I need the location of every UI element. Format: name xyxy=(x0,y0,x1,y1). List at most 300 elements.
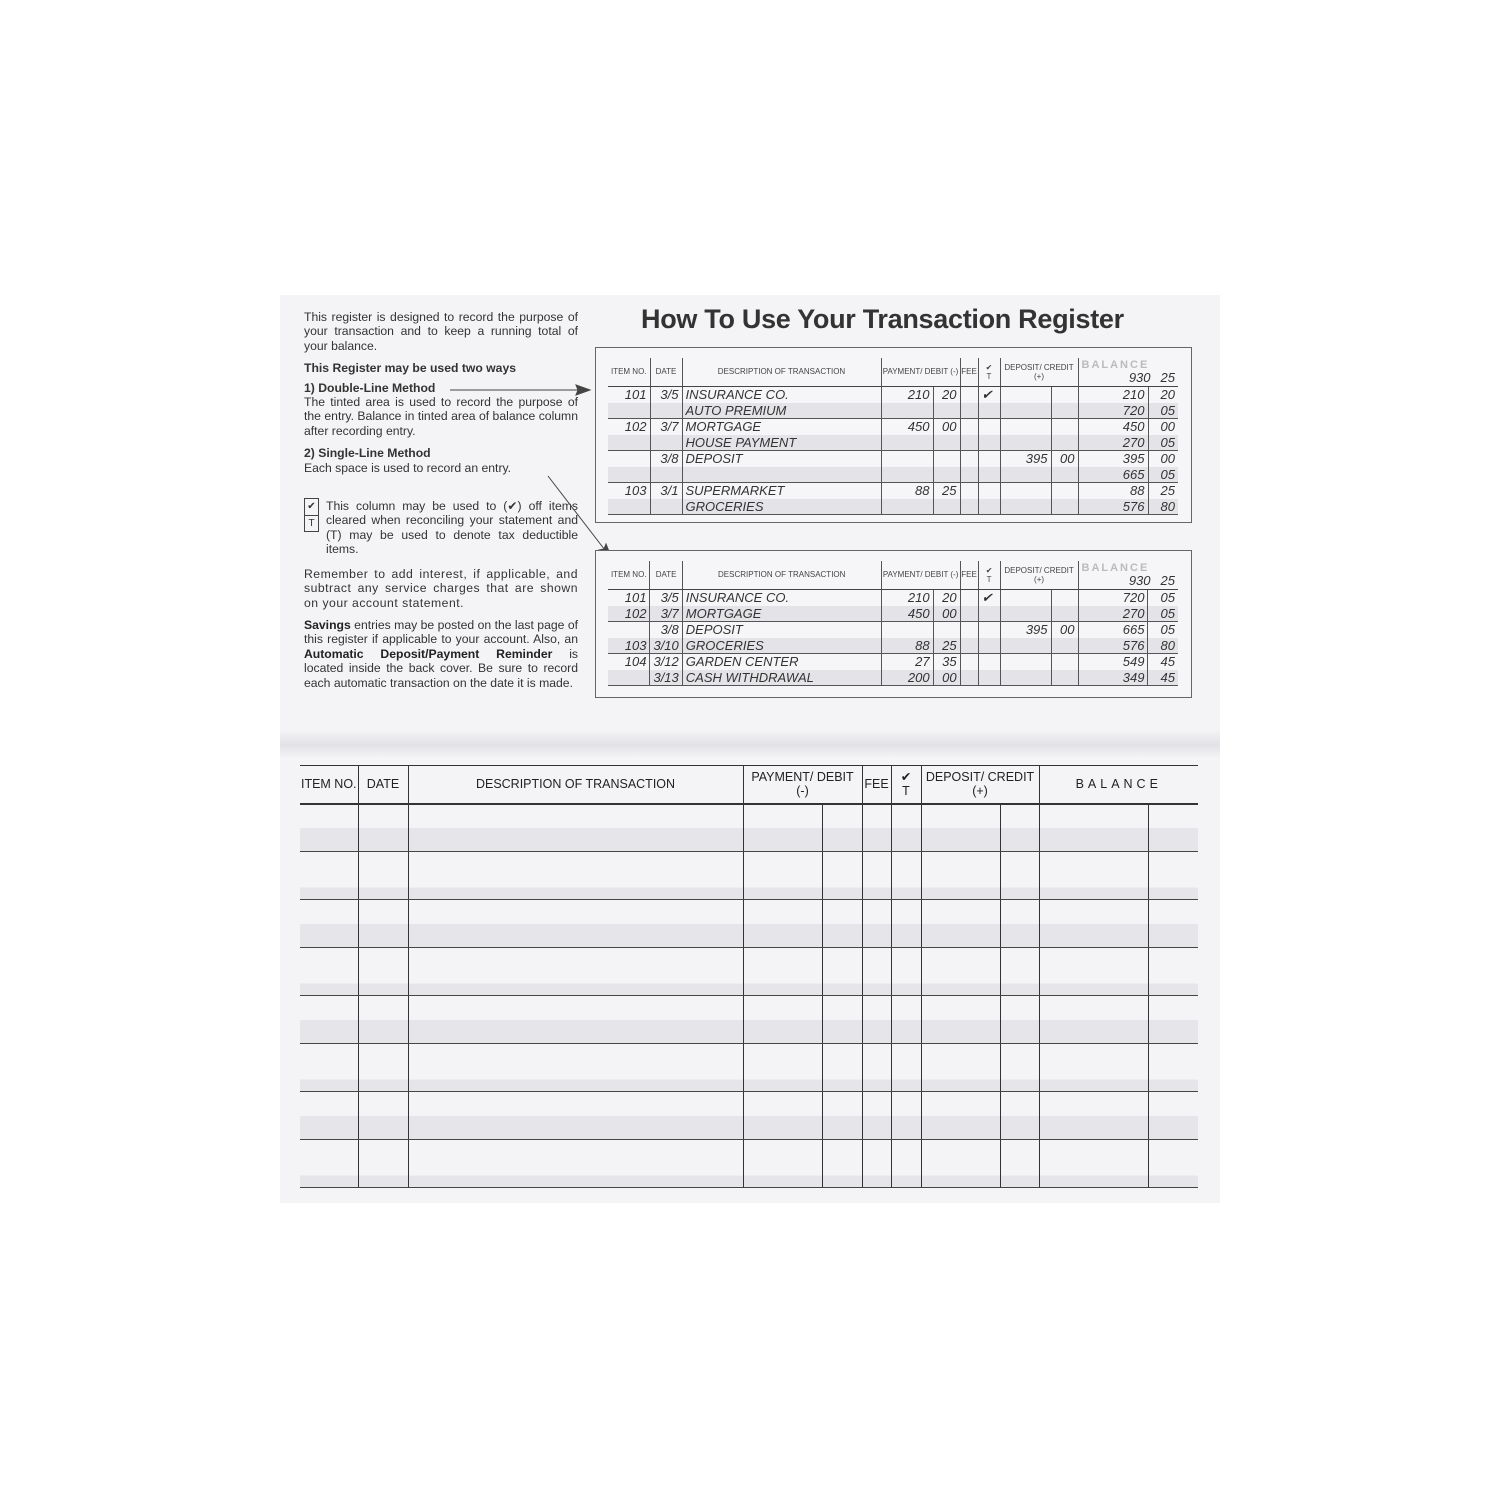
entry-cell[interactable] xyxy=(1148,852,1198,876)
payment-cents-cell xyxy=(933,403,960,419)
entry-cell[interactable] xyxy=(300,1140,358,1164)
item-no-cell: 103 xyxy=(608,638,650,654)
entry-cell[interactable] xyxy=(1039,852,1148,876)
entry-cell[interactable] xyxy=(300,996,358,1020)
register-entry-tint-line xyxy=(300,828,1198,852)
deposit-dollars-cell xyxy=(1000,403,1051,419)
entry-cell[interactable] xyxy=(862,1116,891,1140)
entry-cell[interactable] xyxy=(921,828,1000,852)
entry-cell[interactable] xyxy=(921,1044,1000,1068)
payment-dollars-cell: 450 xyxy=(881,606,933,622)
check-cell xyxy=(978,483,1000,499)
example-row xyxy=(608,435,1178,451)
balance-cents-cell: 05 xyxy=(1148,435,1178,451)
entry-cell[interactable] xyxy=(862,1044,891,1068)
entry-cell[interactable] xyxy=(1039,804,1148,828)
deposit-dollars-cell xyxy=(1000,638,1051,654)
entry-cell[interactable] xyxy=(822,972,862,996)
description-cell: MORTGAGE xyxy=(682,419,881,435)
entry-cell[interactable] xyxy=(921,804,1000,828)
payment-dollars-cell: 210 xyxy=(881,386,933,403)
entry-cell[interactable] xyxy=(891,1044,921,1068)
balance-header xyxy=(1078,561,1178,589)
entry-cell[interactable] xyxy=(862,948,891,972)
entry-cell[interactable] xyxy=(1148,1164,1198,1188)
page-title: How To Use Your Transaction Register xyxy=(641,304,1124,334)
item-no-cell xyxy=(608,622,650,638)
entry-cell[interactable] xyxy=(862,804,891,828)
entry-cell[interactable] xyxy=(822,1044,862,1068)
entry-cell[interactable] xyxy=(891,876,921,900)
entry-cell[interactable] xyxy=(1039,1044,1148,1068)
check-cell xyxy=(978,499,1000,515)
description-cell xyxy=(682,467,881,483)
entry-cell[interactable] xyxy=(743,972,822,996)
entry-cell[interactable] xyxy=(743,1092,822,1116)
payment-dollars-cell: 88 xyxy=(881,483,933,499)
fee-cell xyxy=(960,467,978,483)
entry-cell[interactable] xyxy=(300,1164,358,1188)
description-header: DESCRIPTION OF TRANSACTION xyxy=(408,766,743,804)
entry-cell[interactable] xyxy=(408,996,743,1020)
register-entry-tint-line xyxy=(300,1020,1198,1044)
entry-cell[interactable] xyxy=(1148,1020,1198,1044)
entry-cell[interactable] xyxy=(1148,1092,1198,1116)
entry-cell[interactable] xyxy=(743,1116,822,1140)
check-cell xyxy=(978,622,1000,638)
entry-cell[interactable] xyxy=(921,852,1000,876)
entry-cell[interactable] xyxy=(1000,828,1039,852)
entry-cell[interactable] xyxy=(1039,972,1148,996)
entry-cell[interactable] xyxy=(822,1020,862,1044)
balance-cents-cell: 80 xyxy=(1148,499,1178,515)
date-header: DATE xyxy=(358,766,408,804)
balance-dollars-cell: 450 xyxy=(1078,419,1148,435)
header-row xyxy=(608,358,1178,386)
description-cell: GROCERIES xyxy=(682,638,881,654)
check-cell xyxy=(978,435,1000,451)
fee-cell xyxy=(960,606,978,622)
entry-cell[interactable] xyxy=(358,1044,408,1068)
entry-cell[interactable] xyxy=(1039,1140,1148,1164)
entry-cell[interactable] xyxy=(862,852,891,876)
entry-cell[interactable] xyxy=(300,876,358,900)
check-cell xyxy=(978,606,1000,622)
entry-cell[interactable] xyxy=(891,1020,921,1044)
entry-cell[interactable] xyxy=(1039,828,1148,852)
entry-cell[interactable] xyxy=(408,972,743,996)
balance-cents-cell: 45 xyxy=(1148,654,1178,670)
entry-cell[interactable] xyxy=(1000,804,1039,828)
entry-cell[interactable] xyxy=(743,852,822,876)
entry-cell[interactable] xyxy=(891,900,921,924)
ways-heading: This Register may be used two ways xyxy=(304,361,516,376)
description-cell: GROCERIES xyxy=(682,499,881,515)
entry-cell[interactable] xyxy=(743,1044,822,1068)
header-row xyxy=(608,561,1178,589)
entry-cell[interactable] xyxy=(1000,1044,1039,1068)
entry-cell[interactable] xyxy=(1000,948,1039,972)
entry-cell[interactable] xyxy=(300,1044,358,1068)
deposit-dollars-cell: 395 xyxy=(1000,622,1051,638)
deposit-cents-cell xyxy=(1051,638,1078,654)
entry-cell[interactable] xyxy=(408,1164,743,1188)
entry-cell[interactable] xyxy=(1000,1020,1039,1044)
entry-cell[interactable] xyxy=(822,900,862,924)
description-cell: AUTO PREMIUM xyxy=(682,403,881,419)
entry-cell[interactable] xyxy=(358,900,408,924)
entry-cell[interactable] xyxy=(822,1092,862,1116)
entry-cell[interactable] xyxy=(862,828,891,852)
entry-cell[interactable] xyxy=(921,972,1000,996)
entry-cell[interactable] xyxy=(300,948,358,972)
entry-cell[interactable] xyxy=(862,900,891,924)
date-cell: 3/13 xyxy=(650,670,682,686)
entry-cell[interactable] xyxy=(891,1068,921,1092)
payment-dollars-cell xyxy=(881,451,933,467)
example-row xyxy=(608,483,1178,499)
entry-cell[interactable] xyxy=(1148,948,1198,972)
entry-cell[interactable] xyxy=(300,900,358,924)
entry-cell[interactable] xyxy=(358,852,408,876)
example-row xyxy=(608,654,1178,670)
balance-dollars-cell: 576 xyxy=(1078,499,1148,515)
entry-cell[interactable] xyxy=(1039,948,1148,972)
entry-cell[interactable] xyxy=(408,1140,743,1164)
entry-cell[interactable] xyxy=(1039,996,1148,1020)
entry-cell[interactable] xyxy=(1039,1116,1148,1140)
check-cell: ✔ xyxy=(978,386,1000,403)
payment-cents-cell: 25 xyxy=(933,483,960,499)
date-cell xyxy=(650,435,682,451)
entry-cell[interactable] xyxy=(408,900,743,924)
example-row xyxy=(608,670,1178,686)
register-entry-line xyxy=(300,1044,1198,1068)
deposit-dollars-cell xyxy=(1000,386,1051,403)
balance-label: BALANCE xyxy=(1081,358,1150,371)
entry-cell[interactable] xyxy=(743,804,822,828)
payment-dollars-cell xyxy=(881,435,933,451)
entry-cell[interactable] xyxy=(300,924,358,948)
entry-cell[interactable] xyxy=(1000,924,1039,948)
entry-cell[interactable] xyxy=(408,804,743,828)
deposit-cents-cell xyxy=(1051,483,1078,499)
date-cell xyxy=(650,403,682,419)
entry-cell[interactable] xyxy=(1039,1164,1148,1188)
entry-cell[interactable] xyxy=(862,1020,891,1044)
entry-cell[interactable] xyxy=(743,1068,822,1092)
entry-cell[interactable] xyxy=(1148,1140,1198,1164)
entry-cell[interactable] xyxy=(862,1068,891,1092)
entry-cell[interactable] xyxy=(743,996,822,1020)
entry-cell[interactable] xyxy=(358,828,408,852)
entry-cell[interactable] xyxy=(822,828,862,852)
entry-cell[interactable] xyxy=(408,1020,743,1044)
entry-cell[interactable] xyxy=(921,1164,1000,1188)
entry-cell[interactable] xyxy=(822,948,862,972)
date-cell: 3/7 xyxy=(650,606,682,622)
item-no-cell xyxy=(608,435,650,451)
entry-cell[interactable] xyxy=(1039,876,1148,900)
balance-cents-cell: 00 xyxy=(1148,451,1178,467)
intro-text: This register is designed to record the purpose of your transaction and to keep a running total of your balance. xyxy=(304,310,578,353)
entry-cell[interactable] xyxy=(358,1164,408,1188)
entry-cell[interactable] xyxy=(921,1140,1000,1164)
entry-cell[interactable] xyxy=(862,1164,891,1188)
entry-cell[interactable] xyxy=(921,924,1000,948)
example-row xyxy=(608,451,1178,467)
entry-cell[interactable] xyxy=(862,1140,891,1164)
fee-cell xyxy=(960,435,978,451)
item-no-cell xyxy=(608,499,650,515)
fee-cell xyxy=(960,403,978,419)
item-no-header: ITEM NO. xyxy=(608,561,650,589)
deposit-dollars-cell xyxy=(1000,419,1051,435)
entry-cell[interactable] xyxy=(1039,924,1148,948)
entry-cell[interactable] xyxy=(1148,996,1198,1020)
description-cell: INSURANCE CO. xyxy=(682,589,881,606)
entry-cell[interactable] xyxy=(408,852,743,876)
register-entry-line xyxy=(300,1140,1198,1164)
entry-cell[interactable] xyxy=(1148,924,1198,948)
entry-cell[interactable] xyxy=(1148,1116,1198,1140)
deposit-cents-cell xyxy=(1051,499,1078,515)
balance-cents-cell: 05 xyxy=(1148,467,1178,483)
entry-cell[interactable] xyxy=(358,804,408,828)
deposit-header: DEPOSIT/ CREDIT (+) xyxy=(921,766,1039,804)
entry-cell[interactable] xyxy=(891,1116,921,1140)
entry-cell[interactable] xyxy=(1000,876,1039,900)
entry-cell[interactable] xyxy=(300,1068,358,1092)
entry-cell[interactable] xyxy=(862,876,891,900)
entry-cell[interactable] xyxy=(743,876,822,900)
balance-dollars-cell: 576 xyxy=(1078,638,1148,654)
entry-cell[interactable] xyxy=(300,1092,358,1116)
date-cell xyxy=(650,467,682,483)
entry-cell[interactable] xyxy=(408,924,743,948)
entry-cell[interactable] xyxy=(822,1116,862,1140)
item-no-cell: 102 xyxy=(624,419,647,435)
entry-cell[interactable] xyxy=(921,900,1000,924)
entry-cell[interactable] xyxy=(822,1140,862,1164)
date-cell: 3/1 xyxy=(650,483,682,499)
register-entry-line xyxy=(300,996,1198,1020)
check-cell xyxy=(978,670,1000,686)
entry-cell[interactable] xyxy=(743,828,822,852)
entry-cell[interactable] xyxy=(1000,1068,1039,1092)
date-cell: 3/7 xyxy=(650,419,682,435)
deposit-cents-cell xyxy=(1051,606,1078,622)
entry-cell[interactable] xyxy=(1000,996,1039,1020)
entry-cell[interactable] xyxy=(1000,900,1039,924)
entry-cell[interactable] xyxy=(822,1164,862,1188)
entry-cell[interactable] xyxy=(1148,828,1198,852)
balance-cents-cell: 05 xyxy=(1148,606,1178,622)
date-header: DATE xyxy=(650,358,682,386)
check-column-text: This column may be used to (✔) off items cleared when reconciling your statement and (T) may be used to denote tax deductible items. xyxy=(326,499,578,557)
payment-cents-cell xyxy=(933,451,960,467)
entry-cell[interactable] xyxy=(300,804,358,828)
balance-dollars-cell: 395 xyxy=(1078,451,1148,467)
entry-cell[interactable] xyxy=(891,804,921,828)
entry-cell[interactable] xyxy=(408,876,743,900)
entry-cell[interactable] xyxy=(1000,1164,1039,1188)
entry-cell[interactable] xyxy=(743,900,822,924)
balance-cents-cell: 25 xyxy=(1148,483,1178,499)
date-header: DATE xyxy=(650,561,682,589)
entry-cell[interactable] xyxy=(1000,972,1039,996)
entry-cell[interactable] xyxy=(862,996,891,1020)
date-cell: 3/10 xyxy=(650,638,682,654)
entry-cell[interactable] xyxy=(921,1068,1000,1092)
entry-cell[interactable] xyxy=(1000,852,1039,876)
entry-cell[interactable] xyxy=(891,972,921,996)
balance-dollars-cell: 549 xyxy=(1078,654,1148,670)
entry-cell[interactable] xyxy=(743,1140,822,1164)
item-no-cell: 102 xyxy=(608,606,650,622)
entry-cell[interactable] xyxy=(300,852,358,876)
entry-cell[interactable] xyxy=(408,828,743,852)
entry-cell[interactable] xyxy=(743,1020,822,1044)
payment-header: PAYMENT/ DEBIT (-) xyxy=(881,561,960,589)
entry-cell[interactable] xyxy=(822,996,862,1020)
entry-cell[interactable] xyxy=(358,1068,408,1092)
entry-cell[interactable] xyxy=(891,924,921,948)
entry-cell[interactable] xyxy=(822,1068,862,1092)
fee-cell xyxy=(960,419,978,435)
entry-cell[interactable] xyxy=(1148,900,1198,924)
item-no-cell: 101 xyxy=(624,590,647,605)
fee-cell xyxy=(960,622,978,638)
entry-cell[interactable] xyxy=(822,924,862,948)
entry-cell[interactable] xyxy=(408,948,743,972)
entry-cell[interactable] xyxy=(891,1092,921,1116)
entry-cell[interactable] xyxy=(1039,900,1148,924)
entry-cell[interactable] xyxy=(358,876,408,900)
single-line-text: Each space is used to record an entry. xyxy=(304,460,512,475)
entry-cell[interactable] xyxy=(358,972,408,996)
description-header: DESCRIPTION OF TRANSACTION xyxy=(682,358,881,386)
entry-cell[interactable] xyxy=(300,1020,358,1044)
description-cell: MORTGAGE xyxy=(682,606,881,622)
entry-cell[interactable] xyxy=(862,1092,891,1116)
item-no-cell xyxy=(608,670,650,686)
entry-cell[interactable] xyxy=(1000,1116,1039,1140)
balance-dollars-cell: 210 xyxy=(1078,386,1148,403)
description-cell: SUPERMARKET xyxy=(682,483,881,499)
payment-header: PAYMENT/ DEBIT (-) xyxy=(743,766,862,804)
entry-cell[interactable] xyxy=(300,972,358,996)
register-entry-line xyxy=(300,852,1198,876)
entry-cell[interactable] xyxy=(408,1068,743,1092)
balance-cents-cell: 05 xyxy=(1148,589,1178,606)
entry-cell[interactable] xyxy=(822,804,862,828)
entry-cell[interactable] xyxy=(1000,1140,1039,1164)
entry-cell[interactable] xyxy=(921,1020,1000,1044)
entry-cell[interactable] xyxy=(1039,1092,1148,1116)
balance-dollars-cell: 665 xyxy=(1078,622,1148,638)
entry-cell[interactable] xyxy=(743,948,822,972)
entry-cell[interactable] xyxy=(408,1092,743,1116)
description-cell: DEPOSIT xyxy=(682,622,881,638)
entry-cell[interactable] xyxy=(358,1140,408,1164)
date-cell: 3/5 xyxy=(650,386,682,403)
description-cell: INSURANCE CO. xyxy=(682,386,881,403)
entry-cell[interactable] xyxy=(1148,1068,1198,1092)
item-no-cell xyxy=(608,403,650,419)
balance-dollars-cell: 349 xyxy=(1078,670,1148,686)
deposit-cents-cell xyxy=(1051,435,1078,451)
entry-cell[interactable] xyxy=(1148,1044,1198,1068)
entry-cell[interactable] xyxy=(743,1164,822,1188)
entry-cell[interactable] xyxy=(921,1092,1000,1116)
entry-cell[interactable] xyxy=(921,1116,1000,1140)
entry-cell[interactable] xyxy=(921,948,1000,972)
entry-cell[interactable] xyxy=(921,876,1000,900)
item-no-cell: 101 xyxy=(624,387,647,402)
deposit-dollars-cell xyxy=(1000,483,1051,499)
balance-dollars-cell: 665 xyxy=(1078,467,1148,483)
entry-cell[interactable] xyxy=(358,996,408,1020)
entry-cell[interactable] xyxy=(408,1044,743,1068)
entry-cell[interactable] xyxy=(822,876,862,900)
entry-cell[interactable] xyxy=(1148,876,1198,900)
entry-cell[interactable] xyxy=(358,924,408,948)
entry-cell[interactable] xyxy=(1148,804,1198,828)
payment-dollars-cell xyxy=(881,622,933,638)
entry-cell[interactable] xyxy=(358,948,408,972)
entry-cell[interactable] xyxy=(891,948,921,972)
entry-cell[interactable] xyxy=(1039,1020,1148,1044)
entry-cell[interactable] xyxy=(862,924,891,948)
deposit-dollars-cell: 395 xyxy=(1000,451,1051,467)
balance-dollars-cell: 270 xyxy=(1078,435,1148,451)
entry-cell[interactable] xyxy=(822,852,862,876)
entry-cell[interactable] xyxy=(891,828,921,852)
entry-cell[interactable] xyxy=(300,1116,358,1140)
deposit-cents-cell xyxy=(1051,467,1078,483)
register-entry-tint-line xyxy=(300,924,1198,948)
deposit-cents-cell xyxy=(1051,670,1078,686)
balance-dollars-cell: 270 xyxy=(1078,606,1148,622)
payment-cents-cell: 00 xyxy=(933,419,960,435)
entry-cell[interactable] xyxy=(862,972,891,996)
entry-cell[interactable] xyxy=(1148,972,1198,996)
entry-cell[interactable] xyxy=(743,924,822,948)
check-header: ✔ T xyxy=(978,358,1000,386)
entry-cell[interactable] xyxy=(358,1116,408,1140)
deposit-dollars-cell xyxy=(1000,589,1051,606)
entry-cell[interactable] xyxy=(408,1116,743,1140)
entry-cell[interactable] xyxy=(358,1092,408,1116)
check-cell xyxy=(978,467,1000,483)
payment-dollars-cell: 200 xyxy=(881,670,933,686)
entry-cell[interactable] xyxy=(891,996,921,1020)
entry-cell[interactable] xyxy=(891,1140,921,1164)
entry-cell[interactable] xyxy=(1000,1092,1039,1116)
entry-cell[interactable] xyxy=(891,852,921,876)
payment-dollars-cell: 210 xyxy=(881,589,933,606)
entry-cell[interactable] xyxy=(921,996,1000,1020)
double-line-heading: 1) Double-Line Method xyxy=(304,380,436,395)
entry-cell[interactable] xyxy=(891,1164,921,1188)
entry-cell[interactable] xyxy=(1039,1068,1148,1092)
entry-cell[interactable] xyxy=(358,1020,408,1044)
deposit-cents-cell xyxy=(1051,403,1078,419)
entry-cell[interactable] xyxy=(300,828,358,852)
example-row xyxy=(608,467,1178,483)
deposit-cents-cell: 00 xyxy=(1051,622,1078,638)
